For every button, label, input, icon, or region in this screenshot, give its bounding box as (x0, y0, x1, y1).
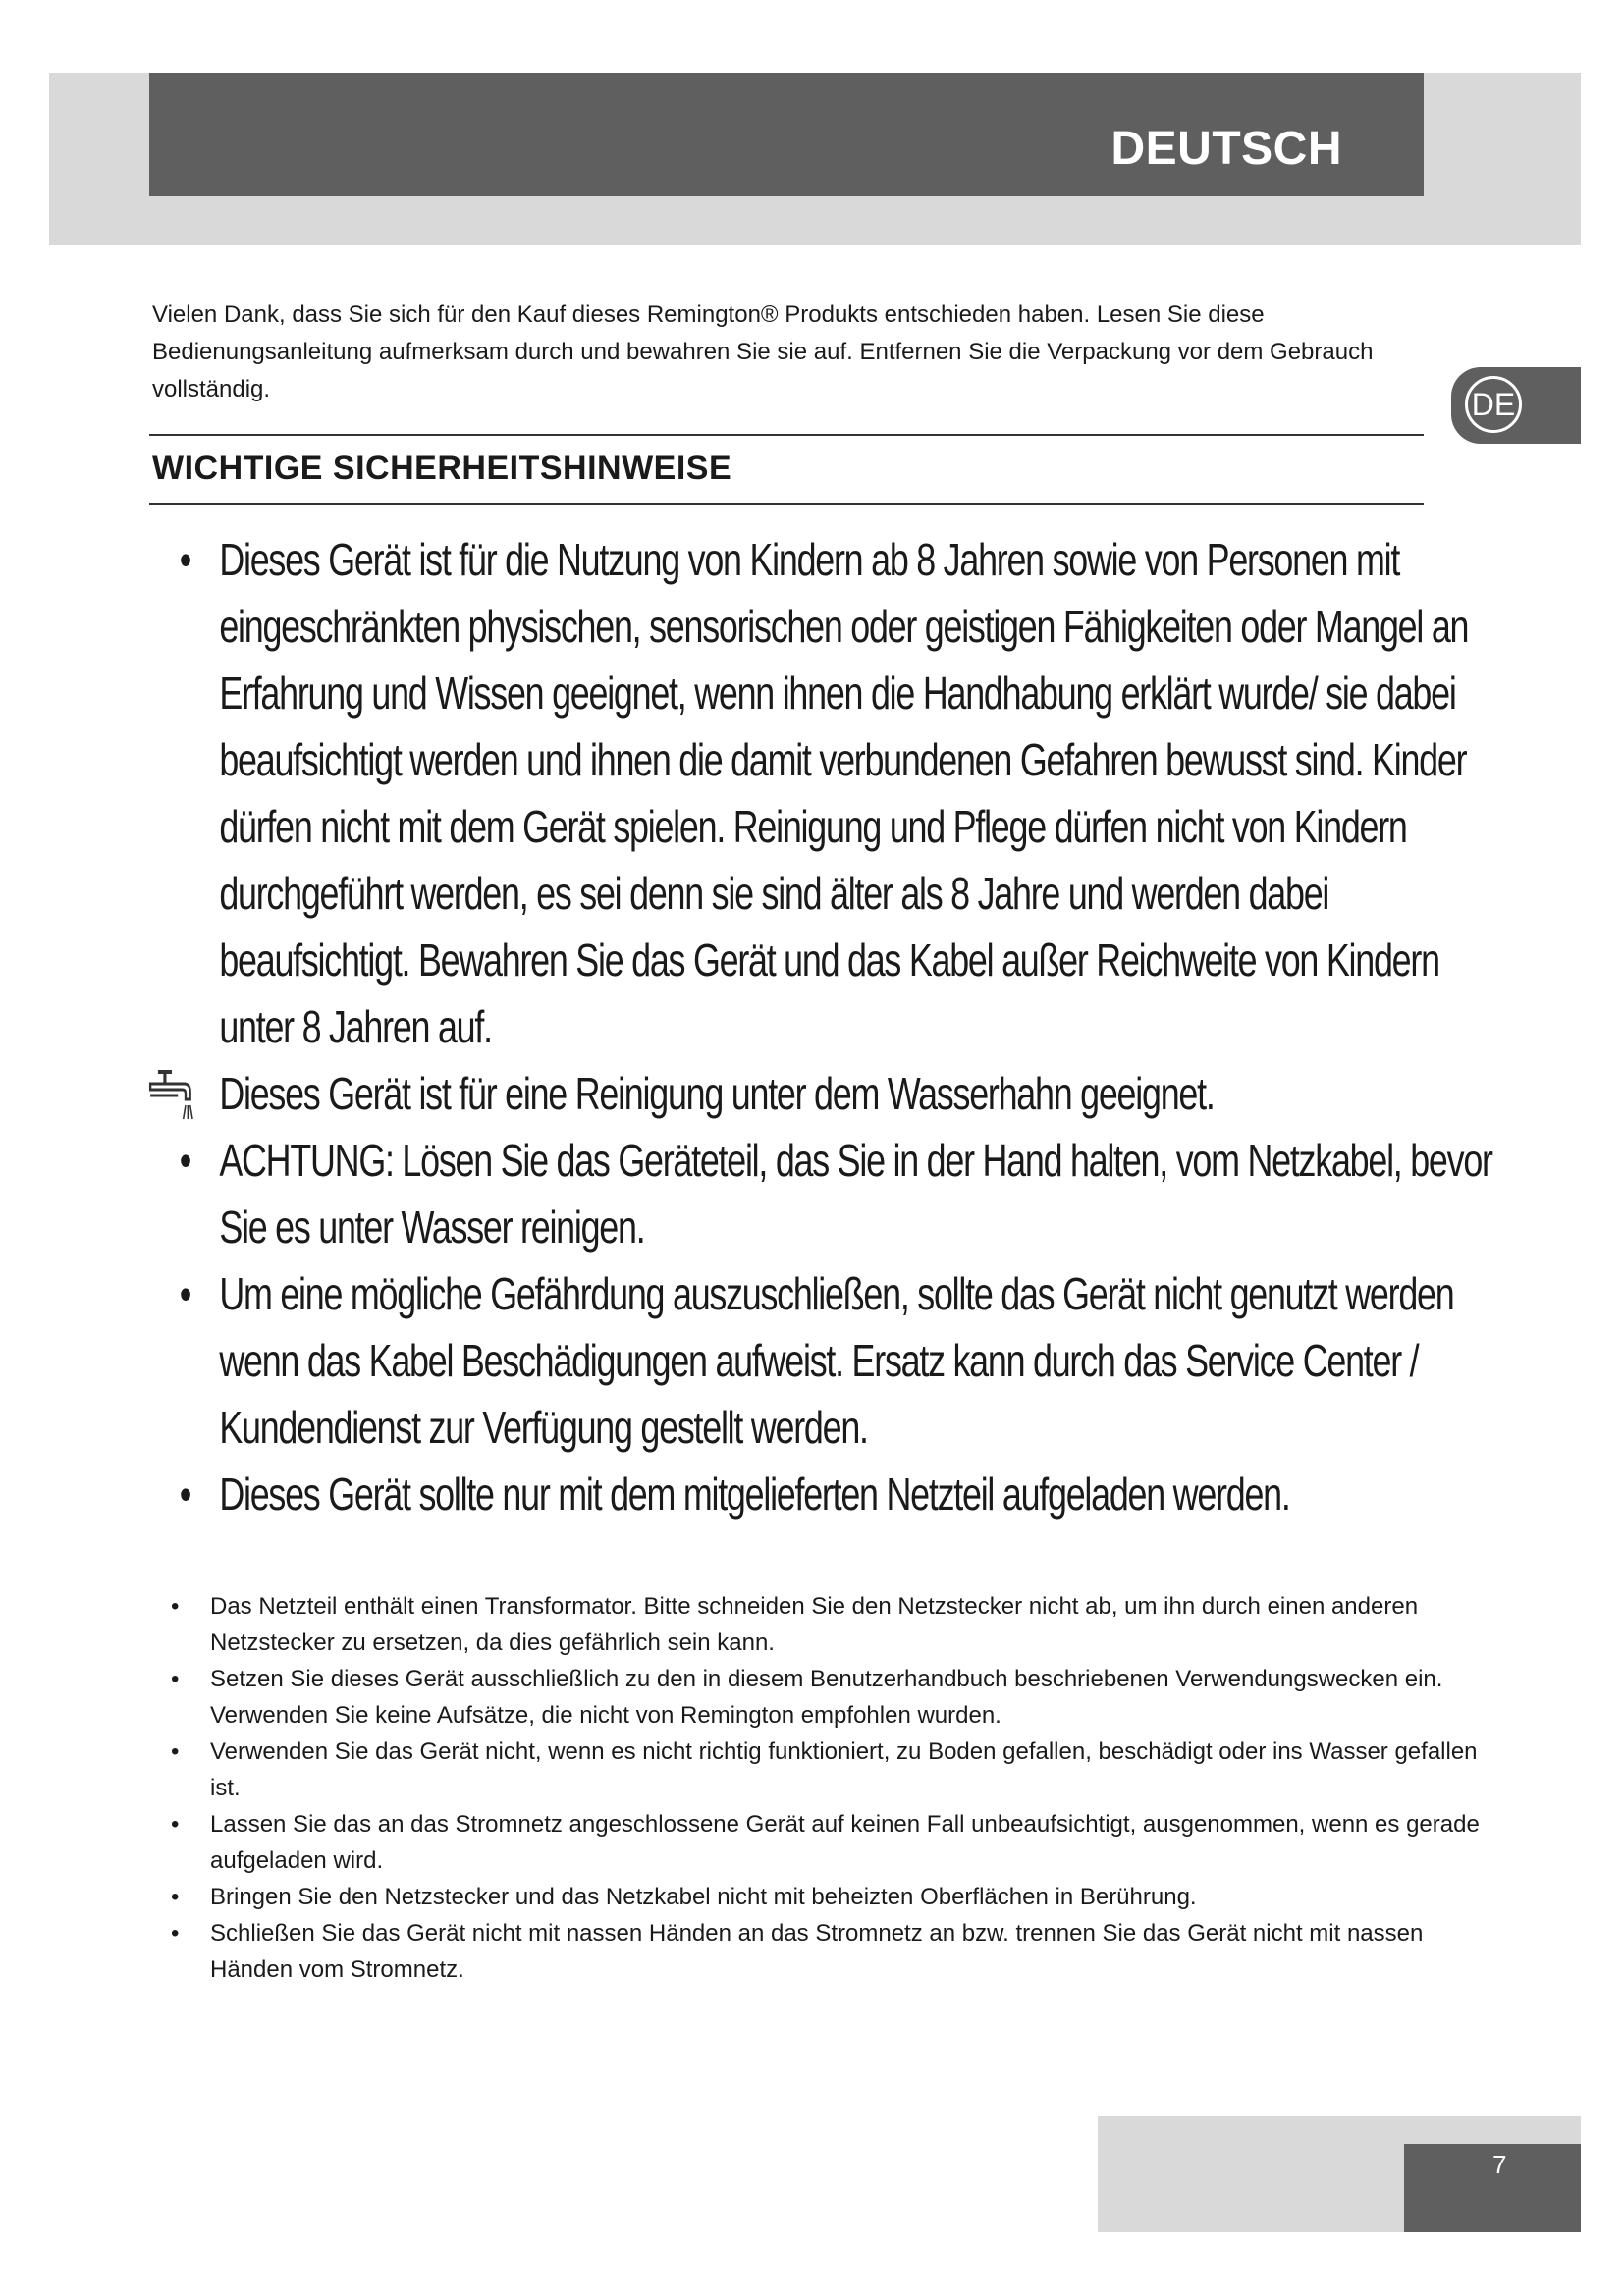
list-item: • Bringen Sie den Netzstecker und das Netzkabel nicht mit beheizten Oberflächen in Berührung. (147, 1879, 1483, 1915)
language-tab (1451, 367, 1581, 444)
bullet: • (171, 1666, 180, 1692)
faucet-icon (147, 1066, 207, 1123)
bullet: • (171, 1738, 180, 1765)
list-item: • Verwenden Sie das Gerät nicht, wenn es nicht richtig funktioniert, zu Boden gefallen, beschädigt oder ins Wasser gefallen ist. (147, 1734, 1483, 1806)
bullet: • (179, 1268, 191, 1319)
list-item: • Dieses Gerät sollte nur mit dem mitgelieferten Netzteil aufgeladen werden. (147, 1461, 1514, 1527)
safety-list-large (147, 526, 1492, 1527)
section-title: WICHTIGE SICHERHEITSHINWEISE (152, 450, 732, 487)
page-number: 7 (1492, 2150, 1507, 2179)
bullet: • (179, 1468, 191, 1520)
header-bar (149, 73, 1424, 196)
bullet: • (179, 1135, 191, 1186)
safety-list-small (147, 1588, 1483, 1988)
list-item: • Setzen Sie dieses Gerät ausschließlich zu den in diesem Benutzerhandbuch beschriebenen Verwendungswecken ein. Verwenden Sie keine Aufsätze, die nicht von Remington empfohlen wurden. (147, 1661, 1483, 1734)
page-title: DEUTSCH (1110, 123, 1342, 175)
list-item: • ACHTUNG: Lösen Sie das Geräteteil, das Sie in der Hand halten, vom Netzkabel, bevor Sie es unter Wasser reinigen. (147, 1127, 1514, 1260)
language-badge: DE (1465, 376, 1522, 433)
list-item: • Um eine mögliche Gefährdung auszuschließen, sollte das Gerät nicht genutzt werden wenn das Kabel Beschädigungen aufweist. Ersatz kann durch das Service Center / Kundendienst zur Verfügung gestellt werden. (147, 1260, 1514, 1461)
bullet: • (171, 1811, 180, 1838)
bullet: • (171, 1920, 180, 1947)
section-divider-bottom (149, 503, 1424, 505)
list-item: • Schließen Sie das Gerät nicht mit nassen Händen an das Stromnetz an bzw. trennen Sie das Gerät nicht mit nassen Händen vom Stromnetz. (147, 1915, 1483, 1988)
bullet: • (171, 1884, 180, 1910)
intro-text: Vielen Dank, dass Sie sich für den Kauf dieses Remington® Produkts entschieden haben. Lesen Sie diese Bedienungsanleitung aufmerksam durch und bewahren Sie sie auf. Entfernen Sie die Verpackung vor dem Gebrauch vollständig. (152, 301, 1374, 402)
bullet: • (171, 1593, 180, 1620)
list-item: Dieses Gerät ist für eine Reinigung unter dem Wasserhahn geeignet. (147, 1060, 1514, 1127)
bullet: • (179, 534, 191, 585)
list-item: • Lassen Sie das an das Stromnetz angeschlossene Gerät auf keinen Fall unbeaufsichtigt, ausgenommen, wenn es gerade aufgeladen wird. (147, 1806, 1483, 1879)
section-divider-top (149, 434, 1424, 436)
list-item: • Dieses Gerät ist für die Nutzung von Kindern ab 8 Jahren sowie von Personen mit eingeschränkten physischen, sensorischen oder geistigen Fähigkeiten oder Mangel an Erfahrung und Wissen geeignet, wenn ihnen die Handhabung erklärt wurde/ sie dabei beaufsichtigt werden und ihnen die damit verbundenen Gefahren bewusst sind. Kinder dürfen nicht mit dem Gerät spielen. Reinigung und Pflege dürfen nicht von Kindern durchgeführt werden, es sei denn sie sind älter als 8 Jahre und werden dabei beaufsichtigt. Bewahren Sie das Gerät und das Kabel außer Reichweite von Kindern unter 8 Jahren auf. (147, 526, 1514, 1060)
list-item: • Das Netzteil enthält einen Transformator. Bitte schneiden Sie den Netzstecker nicht ab, um ihn durch einen anderen Netzstecker zu ersetzen, da dies gefährlich sein kann. (147, 1588, 1483, 1661)
